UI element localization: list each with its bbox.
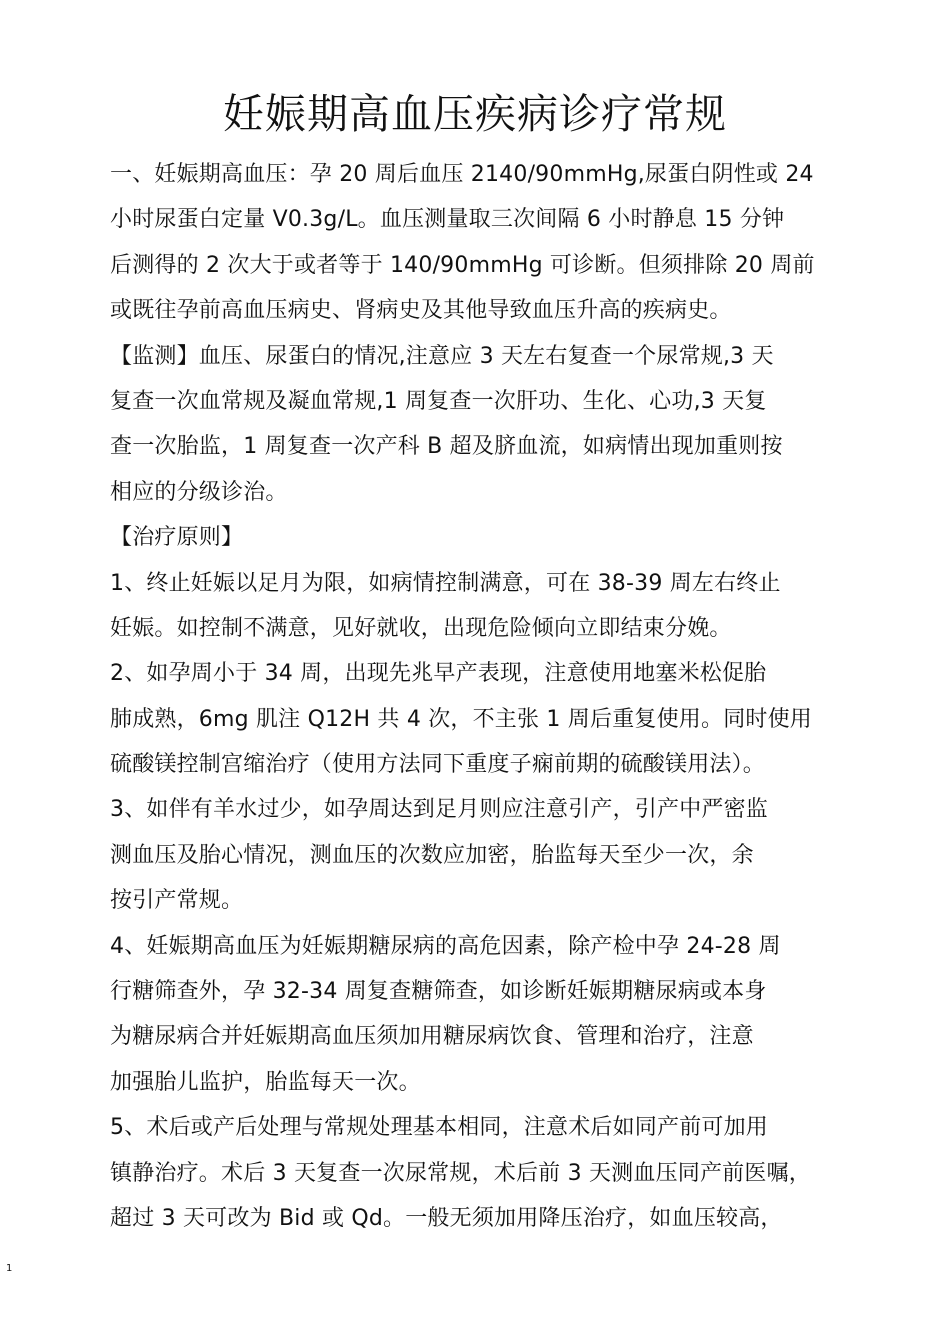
body-line: 或既往孕前高血压病史、肾病史及其他导致血压升高的疾病史。 [110, 298, 732, 324]
body-line: 【监测】血压、尿蛋白的情况,注意应 3 天左右复查一个尿常规,3 天 [110, 343, 774, 369]
document-body [110, 152, 870, 1241]
body-line: 硫酸镁控制宫缩治疗（使用方法同下重度子痫前期的硫酸镁用法）。 [110, 752, 766, 778]
body-line: 相应的分级诊治。 [110, 479, 288, 505]
body-line: 2、如孕周小于 34 周，出现先兆早产表现，注意使用地塞米松促胎 [110, 661, 767, 687]
body-line: 小时尿蛋白定量 V0.3g/L。血压测量取三次间隔 6 小时静息 15 分钟 [110, 207, 785, 233]
body-line: 镇静治疗。术后 3 天复查一次尿常规，术后前 3 天测血压同产前医嘱， [110, 1160, 811, 1186]
body-line: 按引产常规。 [110, 888, 244, 914]
body-line: 一、妊娠期高血压：孕 20 周后血压 2140/90mmHg,尿蛋白阴性或 24 [110, 162, 814, 187]
body-line: 查一次胎监，1 周复查一次产科 B 超及脐血流，如病情出现加重则按 [110, 434, 783, 460]
page-number: 1 [6, 1263, 13, 1274]
body-line: 测血压及胎心情况，测血压的次数应加密，胎监每天至少一次，余 [110, 842, 754, 868]
document-title: 妊娠期高血压疾病诊疗常规 [223, 90, 727, 138]
body-line: 为糖尿病合并妊娠期高血压须加用糖尿病饮食、管理和治疗，注意 [110, 1024, 754, 1050]
body-line: 肺成熟，6mg 肌注 Q12H 共 4 次，不主张 1 周后重复使用。同时使用 [110, 706, 812, 732]
body-line: 1、终止妊娠以足月为限，如病情控制满意，可在 38-39 周左右终止 [110, 570, 781, 596]
body-line: 5、术后或产后处理与常规处理基本相同，注意术后如同产前可加用 [110, 1115, 768, 1141]
section-heading: 【治疗原则】 [110, 525, 244, 551]
body-line: 加强胎儿监护，胎监每天一次。 [110, 1069, 421, 1095]
body-line: 4、妊娠期高血压为妊娠期糖尿病的高危因素，除产检中孕 24-28 周 [110, 933, 781, 959]
body-line: 行糖筛查外，孕 32-34 周复查糖筛查，如诊断妊娠期糖尿病或本身 [110, 979, 767, 1005]
body-line: 后测得的 2 次大于或者等于 140/90mmHg 可诊断。但须排除 20 周前 [110, 252, 815, 278]
body-line: 妊娠。如控制不满意，见好就收，出现危险倾向立即结束分娩。 [110, 615, 732, 641]
body-line: 超过 3 天可改为 Bid 或 Qd。一般无须加用降压治疗，如血压较高， [110, 1205, 783, 1231]
body-line: 复查一次血常规及凝血常规,1 周复查一次肝功、生化、心功,3 天复 [110, 388, 767, 414]
body-line: 3、如伴有羊水过少，如孕周达到足月则应注意引产，引产中严密监 [110, 797, 768, 823]
